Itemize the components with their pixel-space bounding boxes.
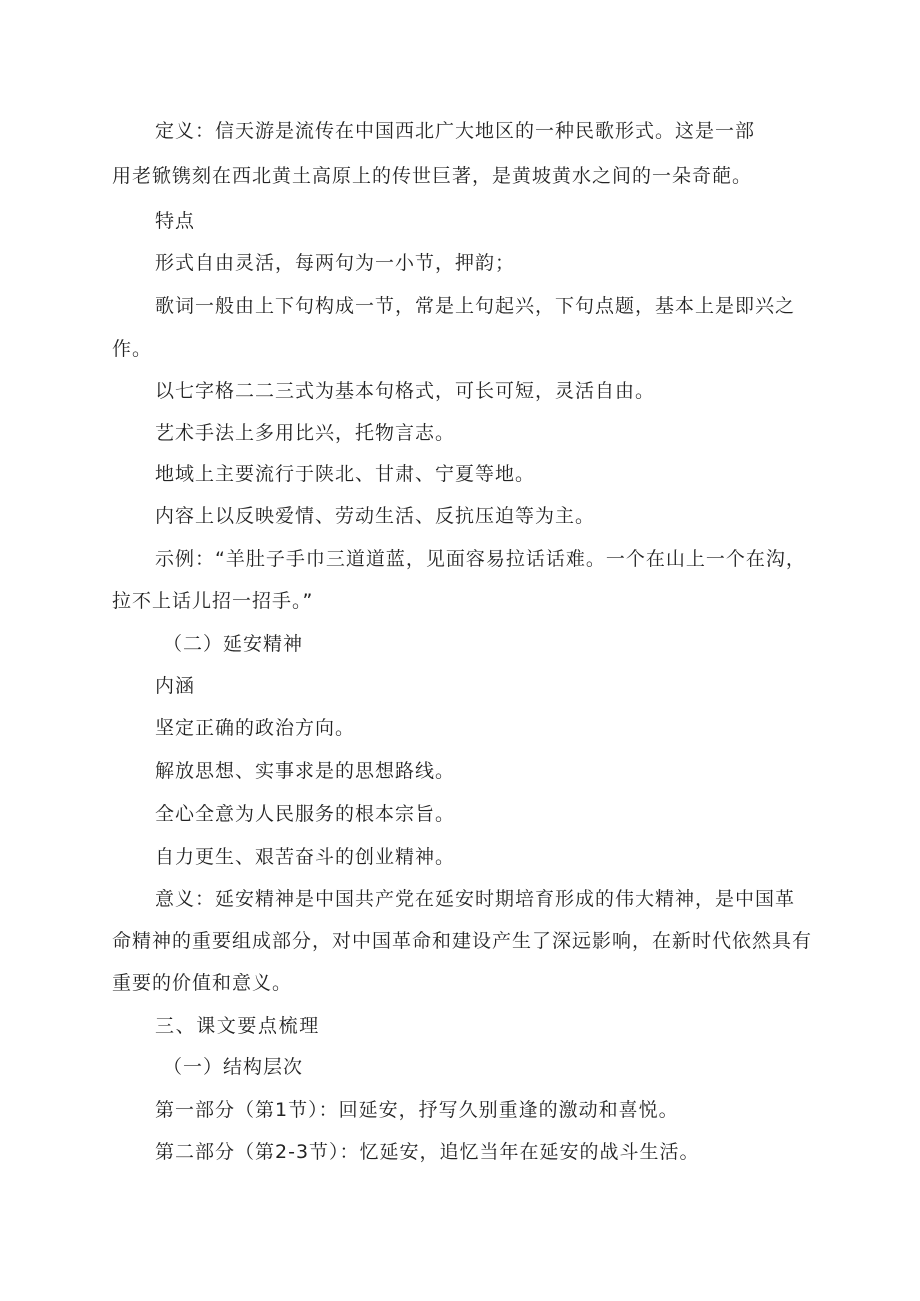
structure-item-1: 第一部分（第1节）：回延安，抒写久别重逢的激动和喜悦。 [155,1099,679,1121]
connotation-item-3: 全心全意为人民服务的根本宗旨。 [155,803,456,825]
section-heading-yanan-spirit: （二）延安精神 [163,633,304,655]
feature-item-1: 形式自由灵活，每两句为一小节，押韵； [155,252,516,274]
definition-line [155,119,755,143]
structure-item-2: 第二部分（第2-3节）：忆延安，追忆当年在延安的战斗生活。 [155,1141,700,1163]
part-heading-key-points: 三、课文要点梳理 [155,1015,320,1037]
definition-label: 定义： [155,120,216,142]
features-heading: 特点 [155,210,196,232]
example-line-2: 拉不上话儿招一招手。” [112,590,314,612]
feature-item-5: 地域上主要流行于陕北、甘肃、宁夏等地。 [155,463,536,485]
definition-line-2: 用老锨镌刻在西北黄土高原上的传世巨著，是黄坡黄水之间的一朵奇葩。 [112,165,753,187]
structure-heading: （一）结构层次 [163,1056,304,1078]
connotation-item-1: 坚定正确的政治方向。 [155,717,356,739]
feature-item-2-cont: 作。 [112,338,153,360]
connotation-item-2: 解放思想、实事求是的思想路线。 [155,760,456,782]
feature-item-3: 以七字格二二三式为基本句格式，可长可短，灵活自由。 [155,380,656,402]
connotation-heading: 内涵 [155,675,196,697]
connotation-item-4: 自力更生、艰苦奋斗的创业精神。 [155,846,456,868]
definition-text: 信天游是流传在中国西北广大地区的一种民歌形式。这是一部 [215,120,756,142]
significance-line: 意义：延安精神是中国共产党在延安时期培育形成的伟大精神，是中国革 [155,888,796,910]
significance-line-2: 命精神的重要组成部分，对中国革命和建设产生了深远影响，在新时代依然具有 [112,930,813,952]
significance-line-3: 重要的价值和意义。 [112,972,293,994]
example-line: 示例：“羊肚子手巾三道道蓝，见面容易拉话话难。一个在山上一个在沟， [155,548,806,570]
feature-item-2: 歌词一般由上下句构成一节，常是上句起兴，下句点题，基本上是即兴之 [155,295,796,317]
feature-item-4: 艺术手法上多用比兴，托物言志。 [155,422,456,444]
feature-item-6: 内容上以反映爱情、劳动生活、反抗压迫等为主。 [155,505,596,527]
